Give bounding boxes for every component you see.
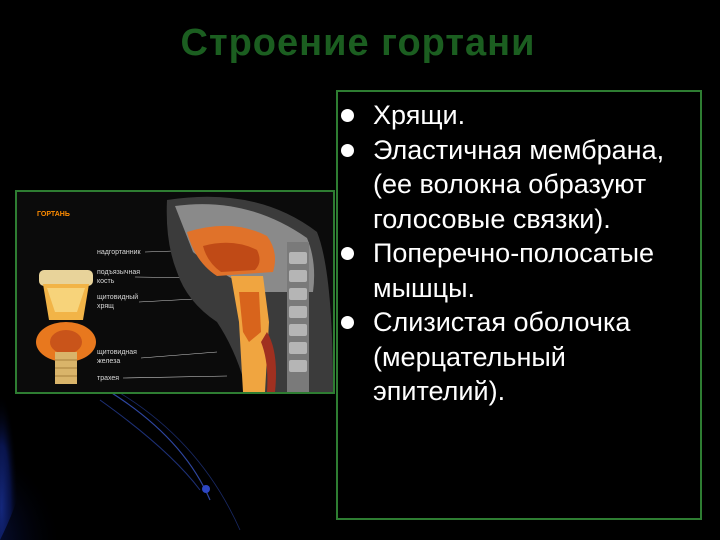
slide-title: Строение гортани	[180, 22, 536, 64]
bullet-icon	[341, 247, 354, 260]
bullet-item	[340, 305, 680, 409]
bullet-item	[340, 133, 680, 237]
label-thyroid-cartilage-1: щитовидный	[97, 294, 139, 301]
label-hyoid-2: кость	[97, 278, 115, 285]
bullet-text: Поперечно-полосатые мышцы.	[373, 238, 655, 303]
bullet-icon	[341, 144, 354, 157]
bullet-text: Хрящи.	[373, 100, 466, 130]
bullet-text: Слизистая оболочка (мерцательный эпителий).	[373, 307, 631, 406]
label-thyroid-cartilage-2: хрящ	[97, 303, 114, 310]
bullet-list	[340, 98, 680, 409]
label-thyroid-gland-2: железа	[97, 358, 121, 365]
label-epiglottis: надгортанник	[97, 249, 141, 256]
bullet-text: Эластичная мембрана, (ее волокна образуют голосовые связки).	[373, 134, 665, 234]
bullet-item	[340, 98, 680, 133]
larynx-figure	[15, 190, 335, 394]
bullet-icon	[341, 109, 354, 122]
figure-title: ГОРТАНЬ	[37, 211, 70, 218]
bullet-item	[340, 236, 680, 305]
bullet-icon	[341, 316, 354, 329]
label-thyroid-gland-1: щитовидная	[97, 349, 137, 356]
swirl-dot	[202, 485, 210, 493]
label-hyoid-1: подъязычная	[97, 269, 141, 276]
label-trachea: трахея	[97, 375, 120, 382]
